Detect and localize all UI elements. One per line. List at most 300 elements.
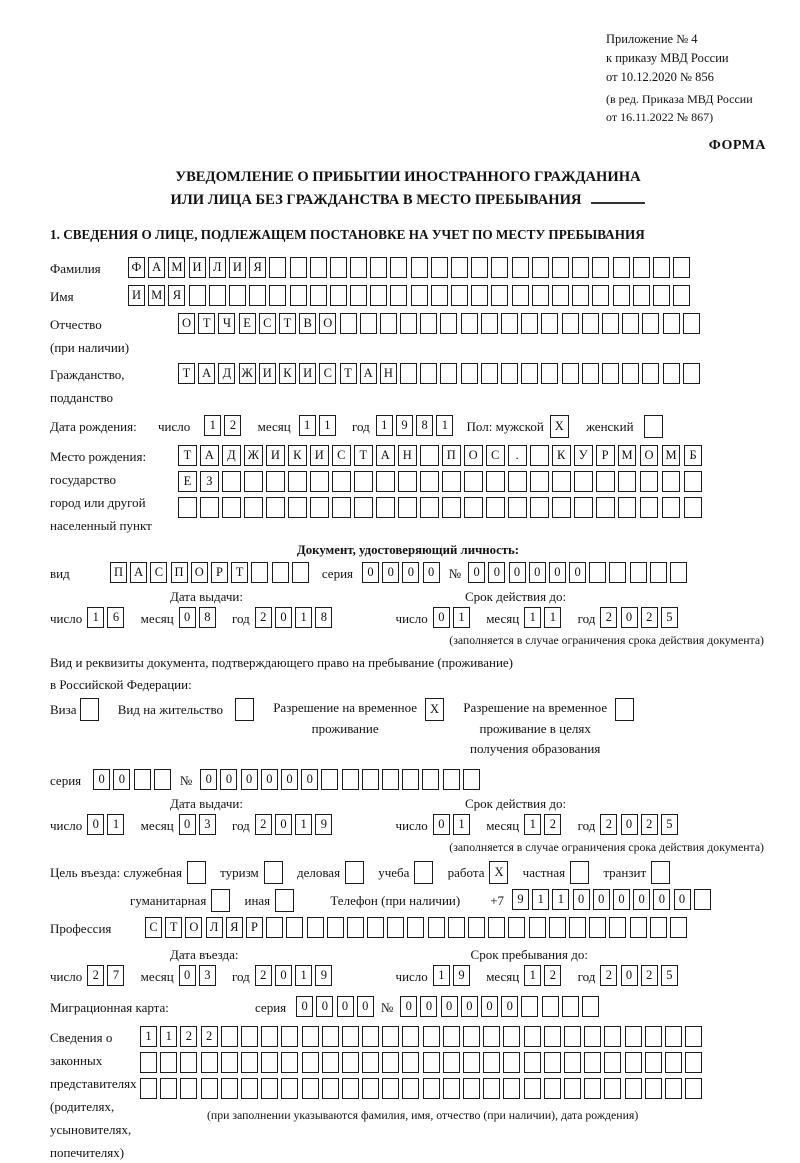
char-box[interactable]: С <box>332 445 351 466</box>
char-box[interactable]: 2 <box>224 415 241 436</box>
char-box[interactable] <box>327 917 344 938</box>
char-box[interactable]: 1 <box>524 965 541 986</box>
char-box[interactable] <box>451 285 468 306</box>
char-box[interactable] <box>491 285 508 306</box>
char-box[interactable] <box>683 363 700 384</box>
char-box[interactable] <box>622 313 639 334</box>
char-box[interactable] <box>302 1052 319 1073</box>
char-box[interactable]: 0 <box>402 562 419 583</box>
char-box[interactable] <box>684 497 703 518</box>
char-box[interactable]: Н <box>380 363 397 384</box>
char-box[interactable] <box>180 1052 197 1073</box>
char-box[interactable] <box>290 285 307 306</box>
char-box[interactable] <box>673 285 690 306</box>
char-box[interactable] <box>544 1078 561 1099</box>
char-box[interactable] <box>266 497 285 518</box>
char-box[interactable] <box>332 497 351 518</box>
char-box[interactable]: 1 <box>295 607 312 628</box>
char-box[interactable] <box>694 889 711 910</box>
char-box[interactable] <box>584 1052 601 1073</box>
char-box[interactable]: 0 <box>593 889 610 910</box>
char-box[interactable] <box>503 1078 520 1099</box>
char-box[interactable]: С <box>145 917 162 938</box>
char-box[interactable] <box>222 497 241 518</box>
char-box[interactable] <box>570 861 589 884</box>
char-box[interactable]: 1 <box>299 415 316 436</box>
char-box[interactable]: 0 <box>87 814 104 835</box>
char-box[interactable] <box>423 1052 440 1073</box>
char-box[interactable]: 0 <box>420 996 437 1017</box>
char-box[interactable] <box>322 1078 339 1099</box>
char-box[interactable]: 0 <box>362 562 379 583</box>
char-box[interactable]: Т <box>354 445 373 466</box>
char-box[interactable] <box>411 257 428 278</box>
char-box[interactable] <box>423 1078 440 1099</box>
char-box[interactable]: X <box>550 415 569 438</box>
char-box[interactable] <box>241 1026 258 1047</box>
char-box[interactable] <box>564 1078 581 1099</box>
char-box[interactable] <box>501 313 518 334</box>
char-box[interactable] <box>503 1052 520 1073</box>
char-box[interactable] <box>362 1026 379 1047</box>
char-box[interactable] <box>272 562 289 583</box>
char-box[interactable]: . <box>508 445 527 466</box>
char-box[interactable] <box>330 285 347 306</box>
char-box[interactable] <box>644 415 663 438</box>
char-box[interactable] <box>645 1026 662 1047</box>
char-box[interactable] <box>275 889 294 912</box>
char-box[interactable] <box>440 363 457 384</box>
char-box[interactable]: 2 <box>544 814 561 835</box>
char-box[interactable] <box>200 497 219 518</box>
char-box[interactable] <box>423 1026 440 1047</box>
char-box[interactable] <box>211 889 230 912</box>
char-box[interactable]: Ф <box>128 257 145 278</box>
char-box[interactable]: А <box>360 363 377 384</box>
char-box[interactable] <box>584 1078 601 1099</box>
char-box[interactable]: 1 <box>87 607 104 628</box>
char-box[interactable] <box>420 445 439 466</box>
char-box[interactable] <box>451 257 468 278</box>
char-box[interactable]: 2 <box>600 814 617 835</box>
char-box[interactable]: 0 <box>113 769 130 790</box>
char-box[interactable] <box>180 1078 197 1099</box>
char-box[interactable]: 0 <box>357 996 374 1017</box>
char-box[interactable]: А <box>198 363 215 384</box>
char-box[interactable]: 2 <box>180 1026 197 1047</box>
char-box[interactable]: 2 <box>600 965 617 986</box>
char-box[interactable] <box>461 363 478 384</box>
char-box[interactable]: 6 <box>107 607 124 628</box>
char-box[interactable]: 0 <box>653 889 670 910</box>
char-box[interactable]: 0 <box>488 562 505 583</box>
char-box[interactable]: 2 <box>600 607 617 628</box>
char-box[interactable] <box>625 1026 642 1047</box>
char-box[interactable]: А <box>376 445 395 466</box>
char-box[interactable]: А <box>200 445 219 466</box>
char-box[interactable]: Ж <box>239 363 256 384</box>
char-box[interactable] <box>544 1052 561 1073</box>
char-box[interactable] <box>604 1052 621 1073</box>
char-box[interactable] <box>481 363 498 384</box>
char-box[interactable] <box>663 363 680 384</box>
char-box[interactable] <box>310 257 327 278</box>
char-box[interactable]: 1 <box>107 814 124 835</box>
char-box[interactable]: 0 <box>275 607 292 628</box>
char-box[interactable]: 2 <box>641 965 658 986</box>
char-box[interactable] <box>613 257 630 278</box>
char-box[interactable]: Т <box>178 445 197 466</box>
char-box[interactable] <box>521 313 538 334</box>
char-box[interactable] <box>350 257 367 278</box>
char-box[interactable] <box>281 1052 298 1073</box>
char-box[interactable] <box>604 1026 621 1047</box>
char-box[interactable]: Д <box>218 363 235 384</box>
char-box[interactable] <box>402 1078 419 1099</box>
char-box[interactable] <box>390 285 407 306</box>
char-box[interactable]: 1 <box>453 607 470 628</box>
char-box[interactable] <box>662 497 681 518</box>
char-box[interactable]: Т <box>198 313 215 334</box>
char-box[interactable] <box>541 363 558 384</box>
char-box[interactable]: П <box>110 562 127 583</box>
char-box[interactable] <box>663 313 680 334</box>
char-box[interactable] <box>645 1052 662 1073</box>
char-box[interactable] <box>622 363 639 384</box>
char-box[interactable] <box>596 471 615 492</box>
char-box[interactable]: И <box>266 445 285 466</box>
char-box[interactable]: Т <box>279 313 296 334</box>
char-box[interactable]: 0 <box>441 996 458 1017</box>
char-box[interactable]: Ч <box>218 313 235 334</box>
char-box[interactable]: З <box>200 471 219 492</box>
char-box[interactable] <box>521 363 538 384</box>
char-box[interactable]: С <box>486 445 505 466</box>
char-box[interactable] <box>625 1052 642 1073</box>
char-box[interactable]: 9 <box>315 965 332 986</box>
char-box[interactable] <box>420 313 437 334</box>
char-box[interactable]: И <box>299 363 316 384</box>
char-box[interactable]: С <box>259 313 276 334</box>
char-box[interactable] <box>552 471 571 492</box>
char-box[interactable] <box>398 471 417 492</box>
char-box[interactable]: И <box>189 257 206 278</box>
char-box[interactable] <box>544 1026 561 1047</box>
char-box[interactable]: И <box>229 257 246 278</box>
char-box[interactable] <box>572 285 589 306</box>
char-box[interactable] <box>685 1026 702 1047</box>
char-box[interactable] <box>290 257 307 278</box>
char-box[interactable]: Б <box>684 445 703 466</box>
char-box[interactable] <box>471 285 488 306</box>
char-box[interactable] <box>662 471 681 492</box>
char-box[interactable] <box>229 285 246 306</box>
char-box[interactable]: М <box>148 285 165 306</box>
char-box[interactable] <box>241 1052 258 1073</box>
char-box[interactable] <box>642 363 659 384</box>
char-box[interactable] <box>428 917 445 938</box>
char-box[interactable]: 0 <box>337 996 354 1017</box>
char-box[interactable] <box>542 996 559 1017</box>
char-box[interactable] <box>370 257 387 278</box>
char-box[interactable] <box>221 1078 238 1099</box>
char-box[interactable] <box>178 497 197 518</box>
char-box[interactable] <box>310 285 327 306</box>
char-box[interactable]: П <box>171 562 188 583</box>
char-box[interactable]: О <box>319 313 336 334</box>
char-box[interactable] <box>685 1078 702 1099</box>
char-box[interactable]: 0 <box>179 814 196 835</box>
char-box[interactable]: М <box>662 445 681 466</box>
char-box[interactable]: А <box>130 562 147 583</box>
char-box[interactable] <box>370 285 387 306</box>
char-box[interactable] <box>414 861 433 884</box>
char-box[interactable]: 0 <box>281 769 298 790</box>
char-box[interactable] <box>596 497 615 518</box>
char-box[interactable] <box>261 1078 278 1099</box>
char-box[interactable]: Т <box>178 363 195 384</box>
char-box[interactable]: 0 <box>509 562 526 583</box>
char-box[interactable]: 1 <box>319 415 336 436</box>
char-box[interactable] <box>512 257 529 278</box>
char-box[interactable] <box>400 363 417 384</box>
char-box[interactable]: 0 <box>674 889 691 910</box>
char-box[interactable] <box>633 285 650 306</box>
char-box[interactable]: О <box>185 917 202 938</box>
char-box[interactable] <box>362 1052 379 1073</box>
char-box[interactable] <box>524 1052 541 1073</box>
char-box[interactable] <box>360 313 377 334</box>
char-box[interactable] <box>244 497 263 518</box>
char-box[interactable]: 0 <box>461 996 478 1017</box>
char-box[interactable]: И <box>310 445 329 466</box>
char-box[interactable] <box>261 1026 278 1047</box>
char-box[interactable]: О <box>464 445 483 466</box>
char-box[interactable]: В <box>299 313 316 334</box>
char-box[interactable] <box>530 445 549 466</box>
char-box[interactable]: 9 <box>396 415 413 436</box>
char-box[interactable]: 0 <box>423 562 440 583</box>
char-box[interactable] <box>508 471 527 492</box>
char-box[interactable] <box>503 1026 520 1047</box>
char-box[interactable] <box>266 471 285 492</box>
char-box[interactable]: О <box>178 313 195 334</box>
char-box[interactable] <box>80 698 99 721</box>
char-box[interactable] <box>189 285 206 306</box>
char-box[interactable]: У <box>574 445 593 466</box>
char-box[interactable]: Т <box>340 363 357 384</box>
char-box[interactable] <box>241 1078 258 1099</box>
char-box[interactable] <box>244 471 263 492</box>
char-box[interactable] <box>630 562 647 583</box>
char-box[interactable] <box>613 285 630 306</box>
char-box[interactable] <box>140 1052 157 1073</box>
char-box[interactable] <box>483 1078 500 1099</box>
char-box[interactable] <box>440 313 457 334</box>
char-box[interactable] <box>481 313 498 334</box>
char-box[interactable] <box>532 257 549 278</box>
char-box[interactable]: 0 <box>481 996 498 1017</box>
char-box[interactable] <box>552 497 571 518</box>
char-box[interactable]: Ж <box>244 445 263 466</box>
char-box[interactable]: Я <box>226 917 243 938</box>
char-box[interactable]: Р <box>246 917 263 938</box>
char-box[interactable] <box>618 497 637 518</box>
char-box[interactable] <box>390 257 407 278</box>
char-box[interactable] <box>602 313 619 334</box>
char-box[interactable] <box>354 471 373 492</box>
char-box[interactable] <box>633 257 650 278</box>
char-box[interactable] <box>407 917 424 938</box>
char-box[interactable] <box>589 917 606 938</box>
char-box[interactable] <box>382 1052 399 1073</box>
char-box[interactable] <box>574 497 593 518</box>
char-box[interactable]: 2 <box>255 814 272 835</box>
char-box[interactable] <box>541 313 558 334</box>
char-box[interactable] <box>491 257 508 278</box>
char-box[interactable] <box>209 285 226 306</box>
char-box[interactable] <box>400 313 417 334</box>
char-box[interactable]: 0 <box>549 562 566 583</box>
char-box[interactable] <box>201 1078 218 1099</box>
char-box[interactable]: Д <box>222 445 241 466</box>
char-box[interactable]: 0 <box>220 769 237 790</box>
char-box[interactable] <box>486 497 505 518</box>
char-box[interactable]: 9 <box>315 814 332 835</box>
char-box[interactable] <box>592 257 609 278</box>
char-box[interactable] <box>640 471 659 492</box>
char-box[interactable] <box>376 497 395 518</box>
char-box[interactable]: 1 <box>544 607 561 628</box>
char-box[interactable] <box>281 1078 298 1099</box>
char-box[interactable] <box>288 471 307 492</box>
char-box[interactable] <box>653 257 670 278</box>
char-box[interactable]: Л <box>206 917 223 938</box>
char-box[interactable] <box>463 1026 480 1047</box>
char-box[interactable] <box>483 1026 500 1047</box>
char-box[interactable] <box>501 363 518 384</box>
char-box[interactable] <box>464 471 483 492</box>
char-box[interactable] <box>609 562 626 583</box>
char-box[interactable] <box>345 861 364 884</box>
char-box[interactable] <box>249 285 266 306</box>
char-box[interactable] <box>402 1052 419 1073</box>
char-box[interactable]: X <box>425 698 444 721</box>
char-box[interactable]: К <box>279 363 296 384</box>
char-box[interactable]: 0 <box>301 769 318 790</box>
char-box[interactable]: И <box>128 285 145 306</box>
char-box[interactable] <box>420 363 437 384</box>
char-box[interactable]: О <box>191 562 208 583</box>
char-box[interactable] <box>442 497 461 518</box>
char-box[interactable]: 0 <box>200 769 217 790</box>
char-box[interactable]: 0 <box>621 607 638 628</box>
char-box[interactable] <box>574 471 593 492</box>
char-box[interactable] <box>552 285 569 306</box>
char-box[interactable]: 1 <box>295 965 312 986</box>
char-box[interactable] <box>448 917 465 938</box>
char-box[interactable]: Е <box>178 471 197 492</box>
char-box[interactable] <box>420 471 439 492</box>
char-box[interactable] <box>140 1078 157 1099</box>
char-box[interactable]: 1 <box>433 965 450 986</box>
char-box[interactable]: 3 <box>199 965 216 986</box>
char-box[interactable] <box>221 1052 238 1073</box>
char-box[interactable] <box>468 917 485 938</box>
char-box[interactable] <box>443 769 460 790</box>
char-box[interactable]: 1 <box>376 415 393 436</box>
char-box[interactable] <box>402 769 419 790</box>
char-box[interactable] <box>382 1078 399 1099</box>
char-box[interactable] <box>564 1026 581 1047</box>
char-box[interactable] <box>564 1052 581 1073</box>
char-box[interactable]: 1 <box>436 415 453 436</box>
char-box[interactable] <box>342 1052 359 1073</box>
char-box[interactable] <box>463 1078 480 1099</box>
char-box[interactable] <box>266 917 283 938</box>
char-box[interactable]: 1 <box>453 814 470 835</box>
char-box[interactable] <box>602 363 619 384</box>
char-box[interactable] <box>589 562 606 583</box>
char-box[interactable]: 0 <box>501 996 518 1017</box>
char-box[interactable] <box>221 1026 238 1047</box>
char-box[interactable] <box>532 285 549 306</box>
char-box[interactable]: 0 <box>621 965 638 986</box>
char-box[interactable]: 2 <box>87 965 104 986</box>
char-box[interactable] <box>362 1078 379 1099</box>
char-box[interactable] <box>340 313 357 334</box>
char-box[interactable]: 0 <box>316 996 333 1017</box>
char-box[interactable]: 0 <box>633 889 650 910</box>
char-box[interactable] <box>530 497 549 518</box>
char-box[interactable] <box>562 313 579 334</box>
char-box[interactable] <box>486 471 505 492</box>
char-box[interactable] <box>630 917 647 938</box>
char-box[interactable]: 5 <box>661 607 678 628</box>
char-box[interactable]: 1 <box>140 1026 157 1047</box>
char-box[interactable]: Р <box>596 445 615 466</box>
char-box[interactable] <box>292 562 309 583</box>
char-box[interactable]: П <box>442 445 461 466</box>
char-box[interactable] <box>645 1078 662 1099</box>
char-box[interactable] <box>650 917 667 938</box>
char-box[interactable] <box>269 285 286 306</box>
char-box[interactable] <box>367 917 384 938</box>
char-box[interactable] <box>322 1052 339 1073</box>
char-box[interactable]: 7 <box>107 965 124 986</box>
char-box[interactable] <box>420 497 439 518</box>
char-box[interactable] <box>524 1026 541 1047</box>
char-box[interactable] <box>443 1078 460 1099</box>
char-box[interactable]: 1 <box>160 1026 177 1047</box>
char-box[interactable]: 9 <box>453 965 470 986</box>
char-box[interactable] <box>684 471 703 492</box>
char-box[interactable] <box>342 769 359 790</box>
char-box[interactable] <box>398 497 417 518</box>
char-box[interactable]: 2 <box>255 607 272 628</box>
char-box[interactable] <box>552 257 569 278</box>
char-box[interactable] <box>354 497 373 518</box>
char-box[interactable] <box>670 917 687 938</box>
char-box[interactable]: 0 <box>296 996 313 1017</box>
char-box[interactable]: 0 <box>613 889 630 910</box>
char-box[interactable] <box>592 285 609 306</box>
char-box[interactable]: Я <box>168 285 185 306</box>
char-box[interactable] <box>562 996 579 1017</box>
char-box[interactable] <box>261 1052 278 1073</box>
char-box[interactable] <box>685 1052 702 1073</box>
char-box[interactable]: 2 <box>544 965 561 986</box>
